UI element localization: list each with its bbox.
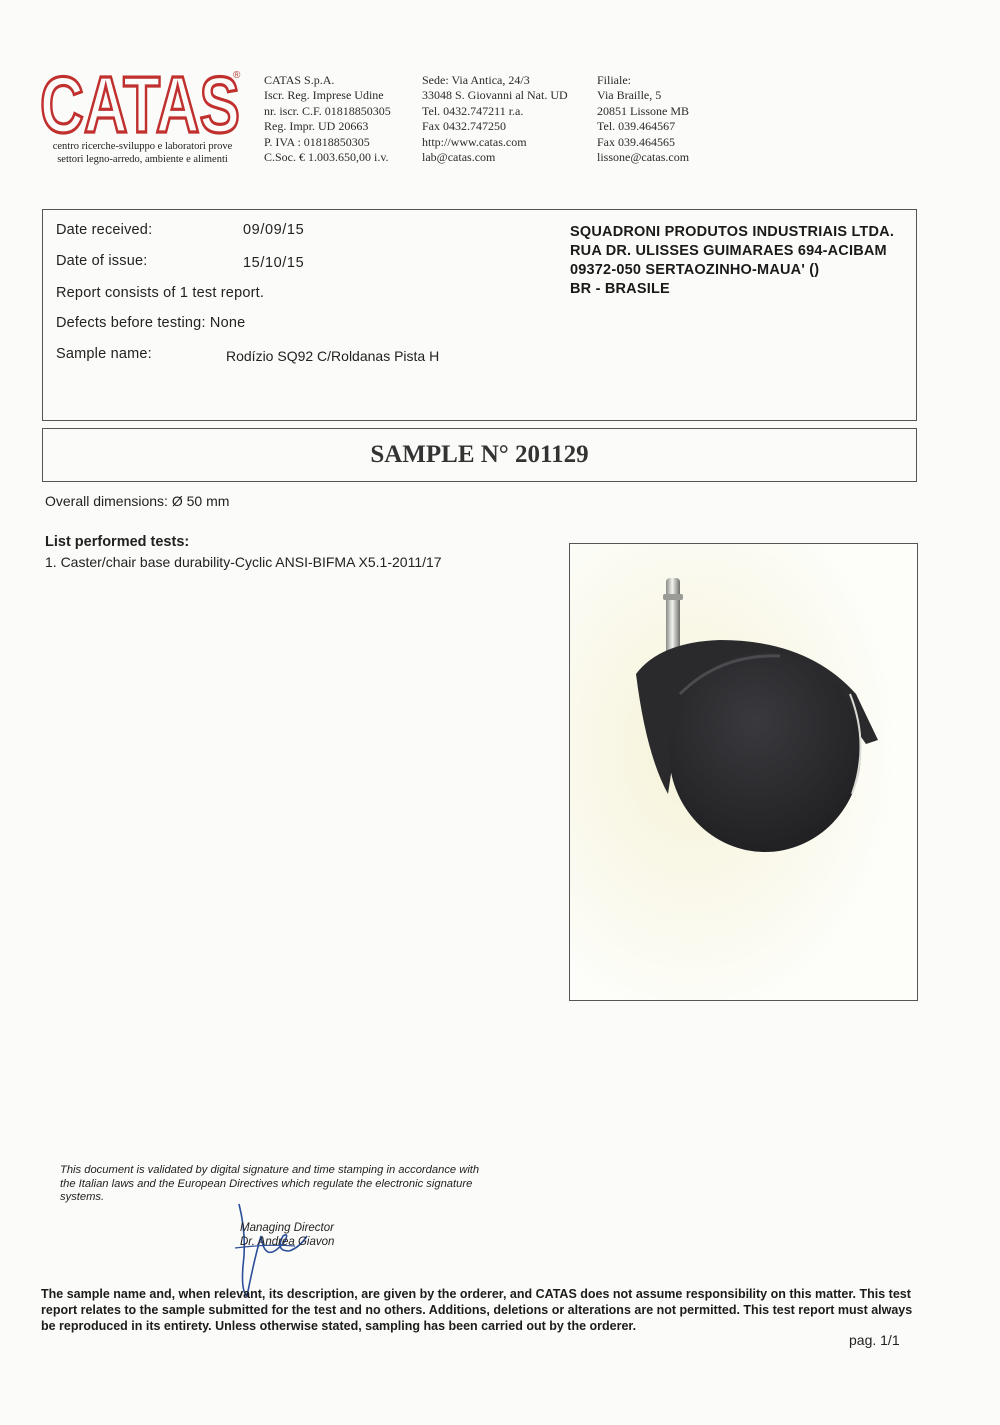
validation-note: This document is validated by digital signature and time stamping in accordance with the Italian laws and the European Directives which regulate the electronic signature systems. (60, 1164, 480, 1203)
customer-line: SQUADRONI PRODUTOS INDUSTRIAIS LTDA. (570, 224, 895, 240)
sample-name-label: Sample name: (56, 346, 152, 362)
page-number: pag. 1/1 (849, 1332, 900, 1348)
test-item: 1. Caster/chair base durability-Cyclic ANSI-BIFMA X5.1-2011/17 (45, 554, 442, 570)
tagline-line-1: centro ricerche-sviluppo e laboratori prove (52, 141, 233, 152)
company-line: nr. iscr. C.F. 01818850305 (264, 103, 391, 118)
date-received-value: 09/09/15 (243, 222, 305, 238)
sample-photo-frame (569, 543, 918, 1001)
filiale-line: 20851 Lissone MB (597, 103, 690, 118)
defects-before-testing: Defects before testing: None (56, 315, 246, 331)
registered-mark: ® (233, 70, 241, 81)
tests-heading: List performed tests: (45, 534, 190, 550)
catas-logo (38, 66, 253, 142)
sede-info (422, 73, 568, 165)
tagline-line-2: settori legno-arredo, ambiente e alimenti (57, 154, 228, 165)
filiale-line: Filiale: (597, 73, 631, 87)
customer-line: BR - BRASILE (570, 281, 670, 297)
overall-dimensions: Overall dimensions: Ø 50 mm (45, 493, 230, 509)
sede-website-link[interactable]: http://www.catas.com (422, 134, 527, 149)
company-info (264, 73, 391, 165)
customer-line: 09372-050 SERTAOZINHO-MAUA' () (570, 262, 820, 278)
sample-title-box (42, 428, 917, 482)
sede-email-link[interactable]: lab@catas.com (422, 150, 496, 165)
customer-line: RUA DR. ULISSES GUIMARAES 694-ACIBAM (570, 243, 887, 259)
company-line: Reg. Impr. UD 20663 (264, 119, 369, 134)
company-line: P. IVA : 01818850305 (264, 134, 370, 149)
sample-name-value: Rodízio SQ92 C/Roldanas Pista H (226, 348, 440, 364)
date-issue-value: 15/10/15 (243, 255, 305, 271)
logo-text: CATAS (40, 66, 240, 142)
signatory-name: Dr. Andrea Giavon (240, 1236, 335, 1248)
filiale-email-link[interactable]: lissone@catas.com (597, 150, 690, 165)
date-issue-label: Date of issue: (56, 253, 148, 269)
report-info-box (42, 209, 917, 421)
company-line: C.Soc. € 1.003.650,00 i.v. (264, 150, 389, 165)
sede-line: Fax 0432.747250 (422, 119, 506, 134)
caster-wheel-photo (570, 544, 917, 1000)
tagline (40, 140, 245, 166)
sede-line: Tel. 0432.747211 r.a. (422, 103, 524, 118)
filiale-line: Via Braille, 5 (597, 88, 662, 103)
filiale-info (597, 73, 689, 165)
filiale-line: Tel. 039.464567 (597, 119, 676, 134)
company-line: CATAS S.p.A. (264, 73, 335, 87)
report-consists: Report consists of 1 test report. (56, 285, 265, 301)
catas-logo-graphic (38, 66, 253, 142)
filiale-line: Fax 039.464565 (597, 134, 675, 149)
sede-line: 33048 S. Giovanni al Nat. UD (422, 88, 568, 103)
sample-title: SAMPLE N° 201129 (370, 441, 589, 468)
disclaimer-footer: The sample name and, when relevant, its description, are given by the orderer, and CATAS does not assume responsibility on this matter. This test report relates to the sample submitted for the test and no others. Additions, deletions or alterations are not permitted. This test report must always be reproduced in its entirety. Unless otherwise stated, sampling has been carried out by the orderer. (41, 1287, 913, 1333)
company-line: Iscr. Reg. Imprese Udine (264, 88, 384, 103)
signatory-title: Managing Director (240, 1222, 334, 1234)
sede-line: Sede: Via Antica, 24/3 (422, 73, 530, 87)
customer-address (570, 223, 894, 299)
date-received-label: Date received: (56, 222, 153, 238)
